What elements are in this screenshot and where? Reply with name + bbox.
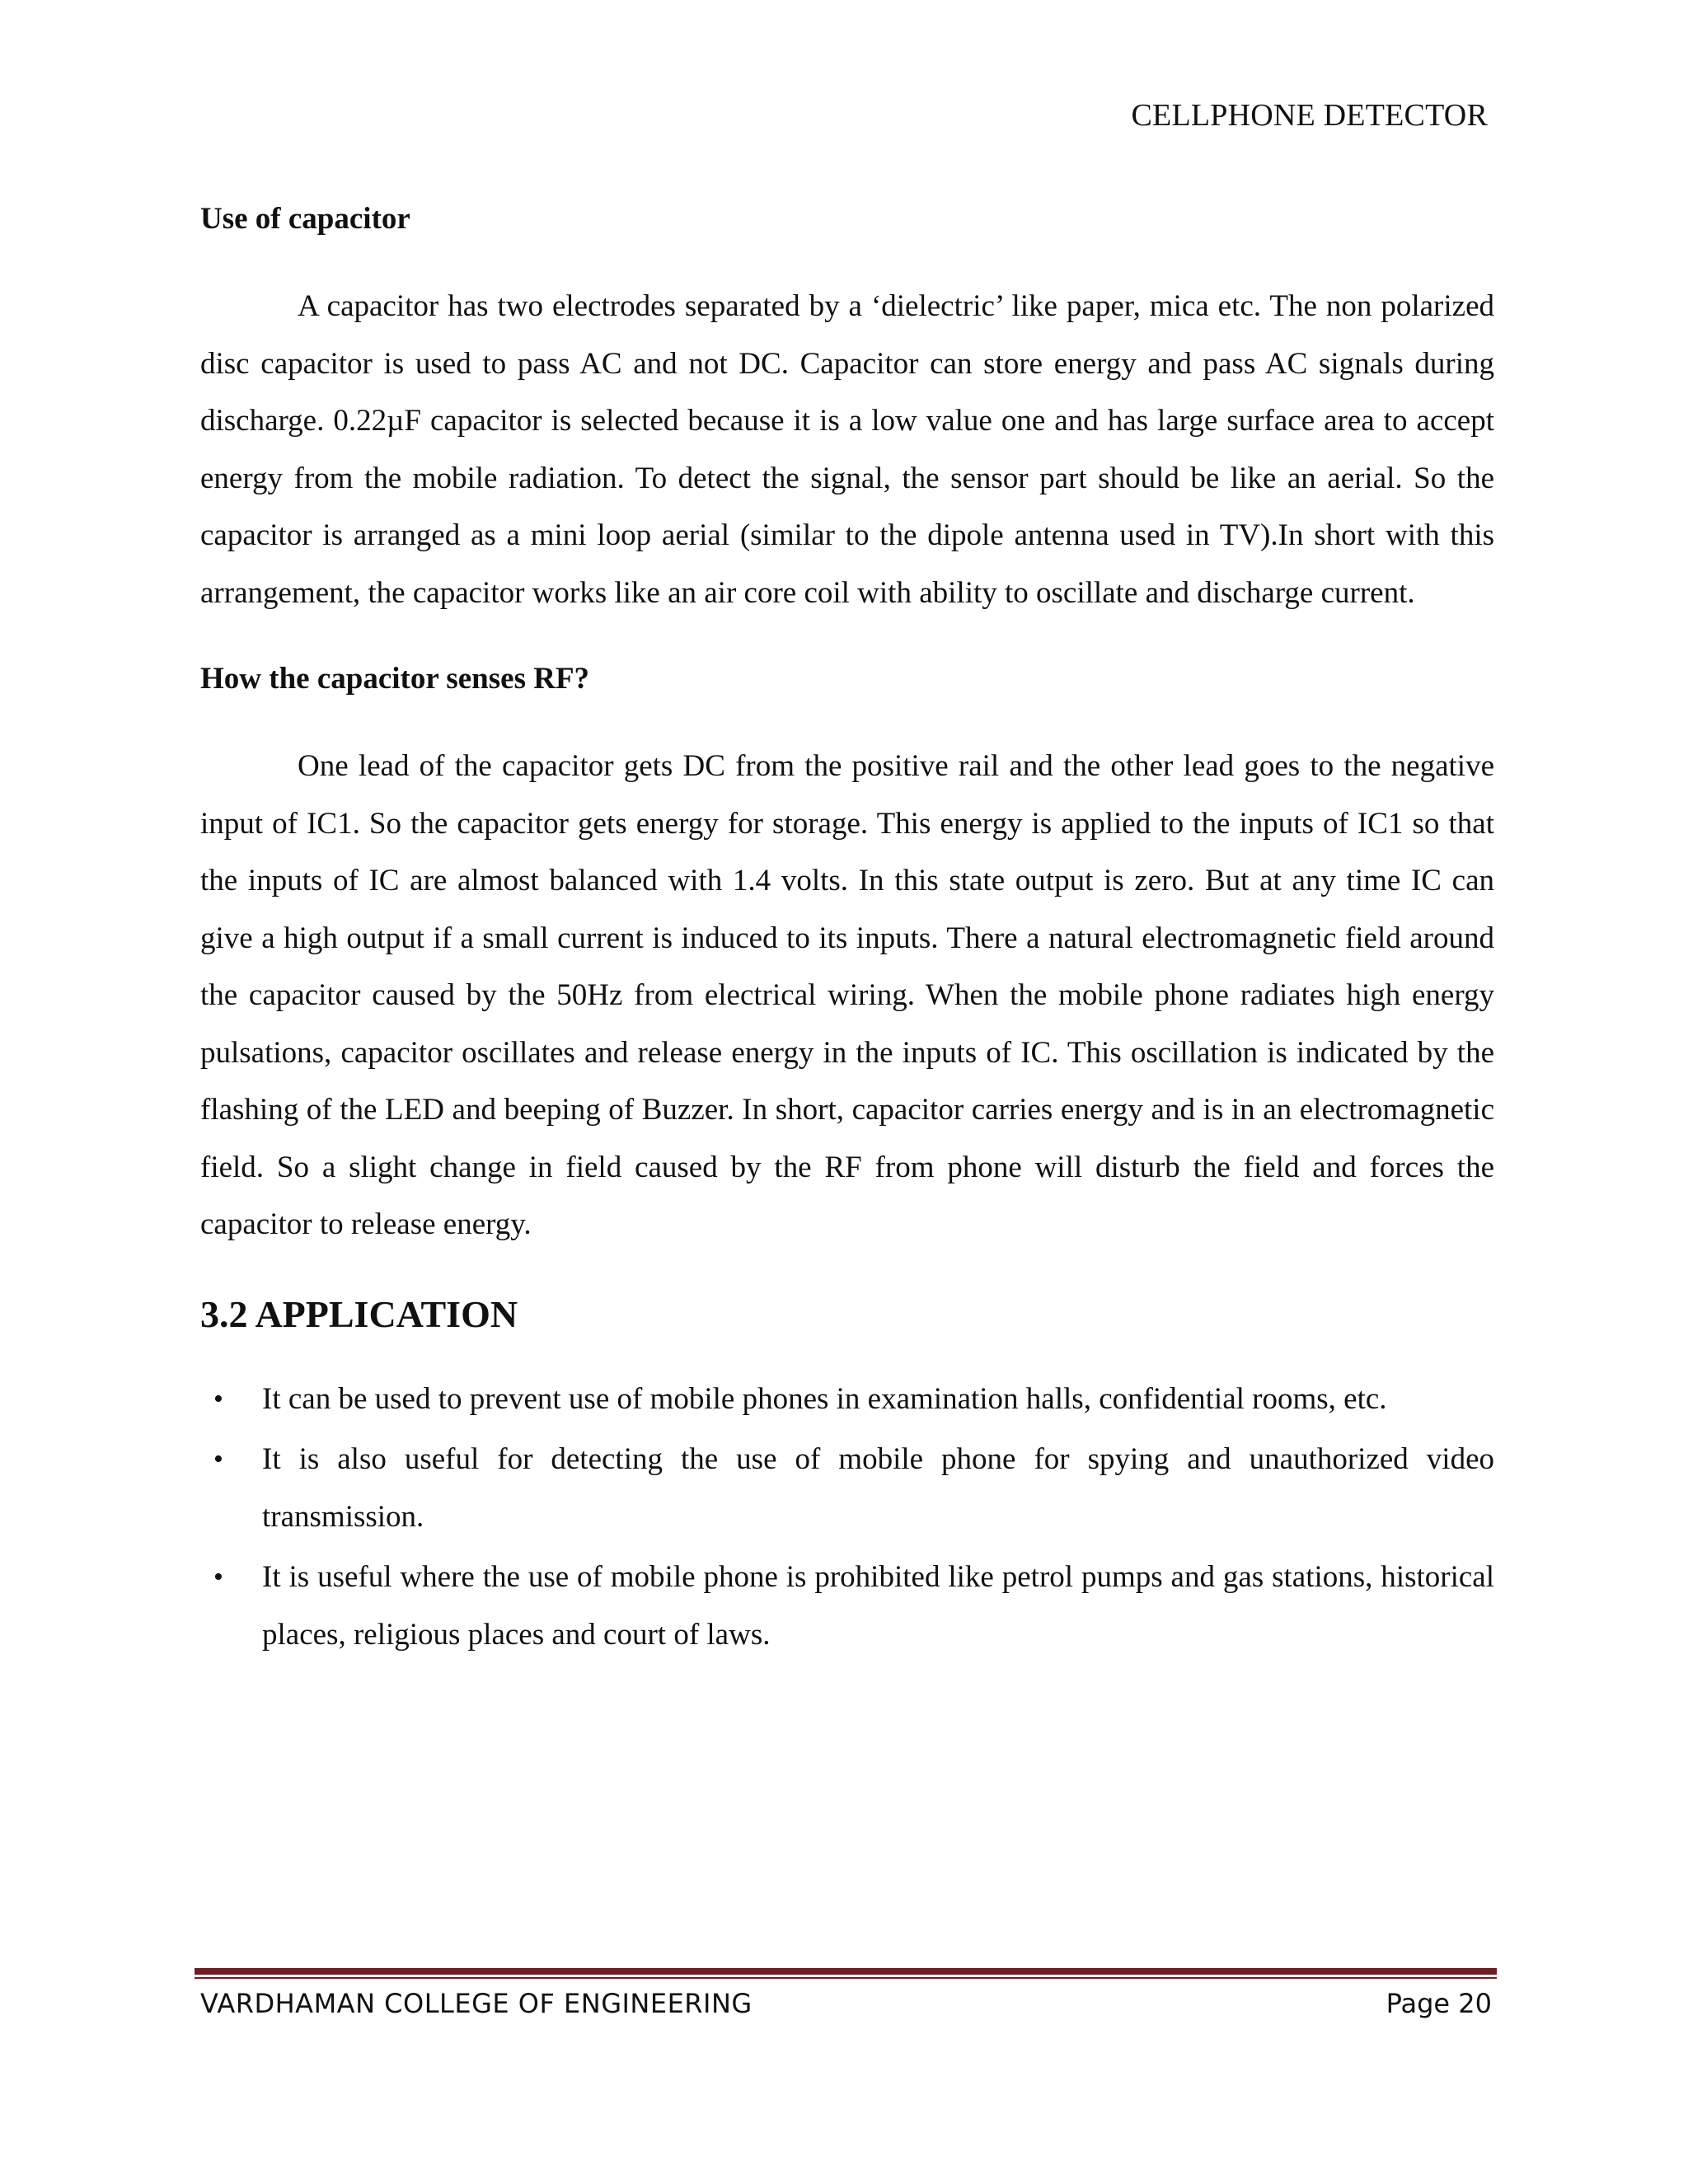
list-item (200, 1549, 1494, 1663)
bullet-icon: • (213, 1562, 223, 1592)
page-content (200, 198, 1494, 1666)
heading-capacitor-senses-rf: How the capacitor senses RF? (200, 662, 590, 696)
list-item-text: It is useful where the use of mobile phone is prohibited like petrol pumps and gas stations, historical places, religious places and court of laws. (262, 1560, 1494, 1652)
footer-divider-thick (195, 1968, 1497, 1975)
footer-institution: VARDHAMAN COLLEGE OF ENGINEERING (200, 1988, 753, 2019)
bullet-icon: • (213, 1444, 223, 1474)
paragraph-capacitor-senses-rf: One lead of the capacitor gets DC from the positive rail and the other lead goes to the negative input of IC1. So the capacitor gets energy for storage. This energy is applied to the inputs of IC1 so that the inputs of IC are almost balanced with 1.4 volts. In this state output is zero. But at any time IC can give a high output if a small current is induced to its inputs. There a natural electromagnetic field around the capacitor caused by the 50Hz from electrical wiring. When the mobile phone radiates high energy pulsations, capacitor oscillates and release energy in the inputs of IC. This oscillation is indicated by the flashing of the LED and beeping of Buzzer. In short, capacitor carries energy and is in an electromagnetic field. So a slight change in field caused by the RF from phone will disturb the field and forces the capacitor to release energy. (200, 749, 1494, 1241)
running-header: CELLPHONE DETECTOR (1131, 98, 1488, 133)
list-item-text: It is also useful for detecting the use of mobile phone for spying and unauthorized video transmission. (262, 1442, 1494, 1534)
heading-use-of-capacitor: Use of capacitor (200, 202, 410, 236)
application-list (200, 1371, 1494, 1664)
footer-page-number: Page 20 (1386, 1988, 1492, 2019)
list-item (200, 1431, 1494, 1545)
paragraph-use-of-capacitor: A capacitor has two electrodes separated by a ‘dielectric’ like paper, mica etc. The non polarized disc capacitor is used to pass AC and not DC. Capacitor can store energy and pass AC signals during discharge. 0.22µF capacitor is selected because it is a low value one and has large surface area to accept energy from the mobile radiation. To detect the signal, the sensor part should be like an aerial. So the capacitor is arranged as a mini loop aerial (similar to the dipole antenna used in TV).In short with this arrangement, the capacitor works like an air core coil with ability to oscillate and discharge current. (200, 289, 1494, 610)
bullet-icon: • (213, 1383, 223, 1414)
list-item (200, 1371, 1494, 1428)
list-item-text: It can be used to prevent use of mobile phones in examination halls, confidential rooms, etc. (262, 1381, 1387, 1416)
footer-divider (195, 1968, 1497, 1980)
heading-application: 3.2 APPLICATION (200, 1292, 518, 1335)
footer-divider-thin (195, 1977, 1497, 1979)
